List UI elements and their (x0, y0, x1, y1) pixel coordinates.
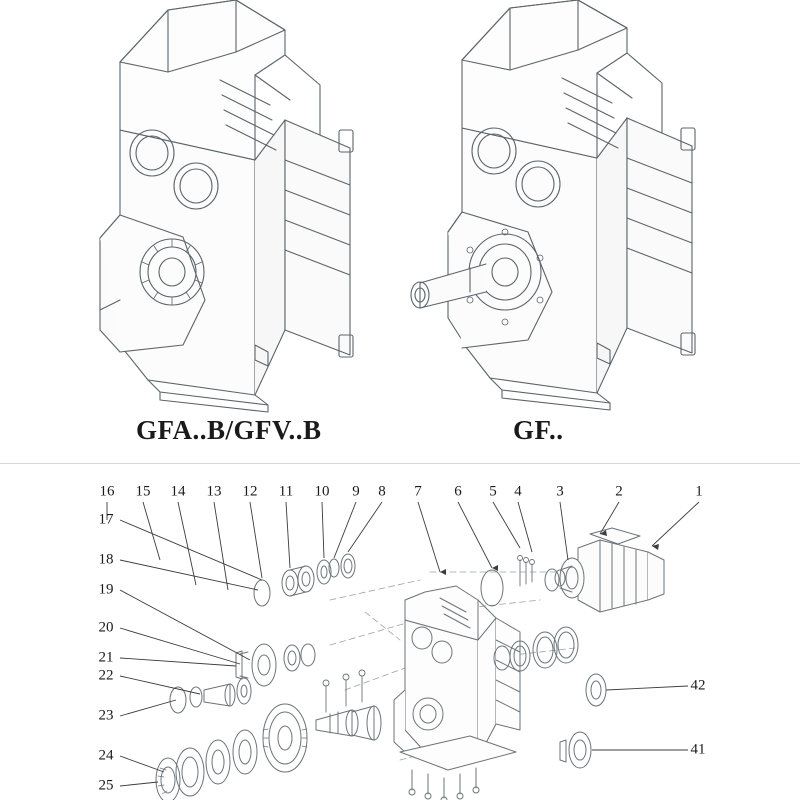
callout-number-24: 24 (98, 747, 114, 764)
callout-number-18: 18 (98, 551, 114, 568)
callout-number-4: 4 (514, 483, 522, 500)
callout-number-1: 1 (695, 483, 703, 500)
callout-number-12: 12 (242, 483, 258, 500)
callout-number-19: 19 (98, 581, 114, 598)
callout-number-6: 6 (454, 483, 462, 500)
callout-number-14: 14 (170, 483, 186, 500)
callout-number-16: 16 (99, 483, 115, 500)
callout-number-25: 25 (98, 777, 114, 794)
exploded-parts-diagram (156, 528, 664, 800)
callout-number-11: 11 (278, 483, 294, 500)
callout-number-3: 3 (556, 483, 564, 500)
callout-number-2: 2 (615, 483, 623, 500)
callout-number-9: 9 (352, 483, 360, 500)
callout-number-22: 22 (98, 667, 114, 684)
callout-number-17: 17 (98, 511, 114, 528)
callout-number-15: 15 (135, 483, 151, 500)
gearbox-housing-left (100, 0, 353, 412)
callout-number-20: 20 (98, 619, 114, 636)
callout-number-7: 7 (414, 483, 422, 500)
callout-number-42: 42 (690, 677, 706, 694)
section-divider (0, 463, 800, 464)
callout-number-10: 10 (314, 483, 330, 500)
callout-number-5: 5 (489, 483, 497, 500)
callout-number-23: 23 (98, 707, 114, 724)
gearbox-housing-right (411, 0, 695, 410)
callout-number-8: 8 (378, 483, 386, 500)
caption-right: GF.. (513, 415, 564, 445)
caption-left: GFA..B/GFV..B (136, 415, 322, 445)
callout-number-21: 21 (98, 649, 114, 666)
callout-number-13: 13 (206, 483, 222, 500)
callout-number-41: 41 (690, 741, 706, 758)
